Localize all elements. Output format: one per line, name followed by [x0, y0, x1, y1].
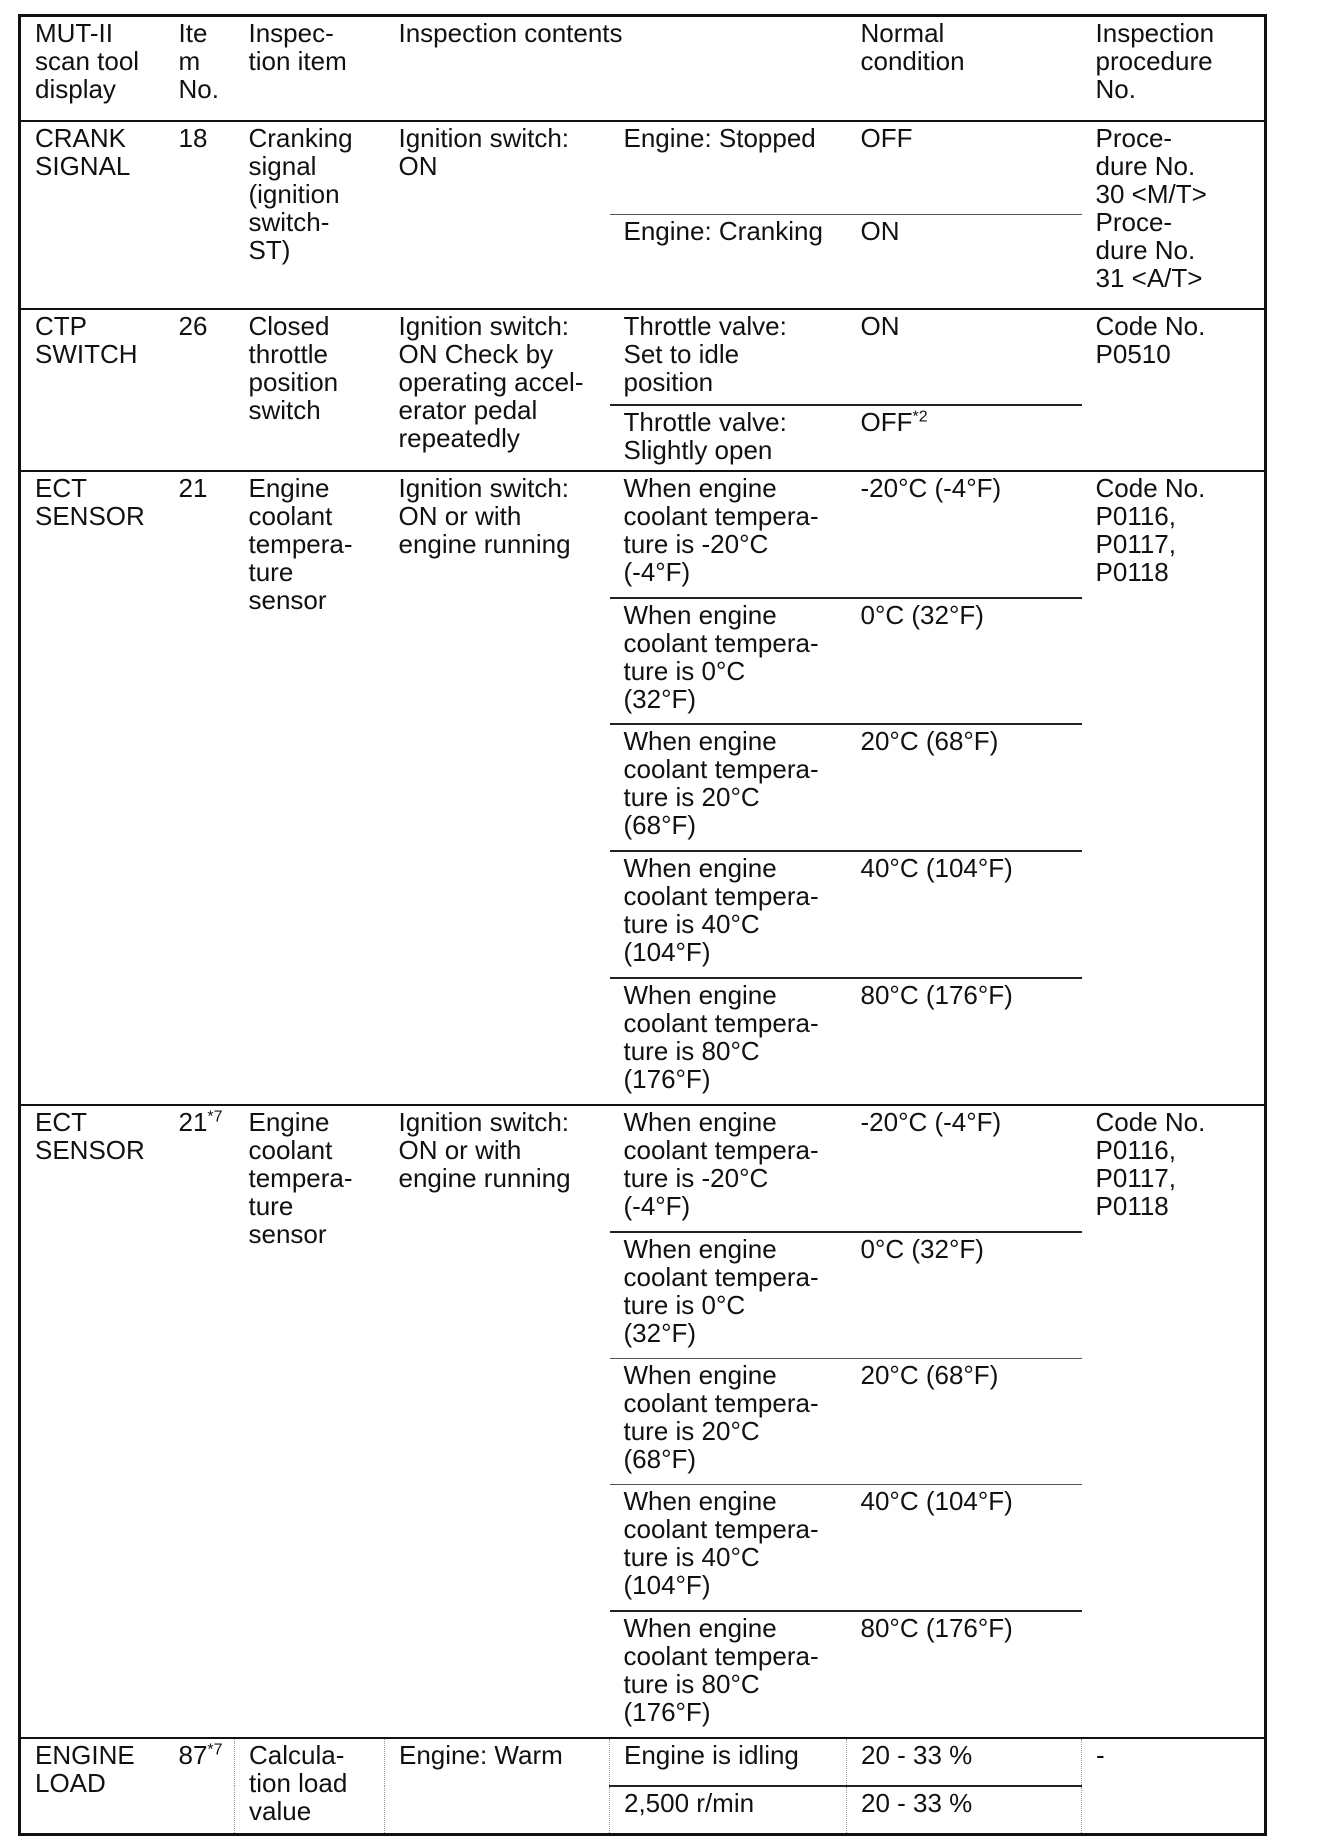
crank-procedure: Proce- dure No. 30 <M/T> Proce- dure No. 31 <A/T> [1082, 121, 1266, 309]
crank-item: Cranking signal (ignition switch- ST) [235, 121, 385, 309]
load-normal-2: 20 - 33 % [847, 1786, 1082, 1835]
ect1-check-2: When engine coolant tempera- ture is 0°C (32°F) [610, 598, 847, 725]
load-check-2: 2,500 r/min [610, 1786, 847, 1835]
ect2-condition: Ignition switch: ON or with engine running [385, 1105, 610, 1737]
ctp-check-1: Throttle valve: Set to idle position [610, 309, 847, 405]
ctp-check-2: Throttle valve: Slightly open [610, 405, 847, 471]
ctp-item: Closed throttle position switch [235, 309, 385, 471]
ect2-item-no: 21 [178, 1107, 208, 1138]
crank-item-no: 18 [165, 121, 235, 309]
ect2-normal-4: 40°C (104°F) [847, 1484, 1082, 1610]
ctp-display: CTP SWITCH [20, 309, 165, 471]
ect1-normal-3: 20°C (68°F) [847, 724, 1082, 851]
load-item-no-cell [165, 1738, 235, 1835]
crank-check-2: Engine: Cranking [610, 215, 847, 309]
header-display: MUT-II scan tool display [20, 16, 165, 121]
ect2-item-no-cell [165, 1105, 235, 1737]
ect2-normal-5: 80°C (176°F) [847, 1611, 1082, 1738]
ect2-normal-2: 0°C (32°F) [847, 1232, 1082, 1358]
ect1-condition: Ignition switch: ON or with engine running [385, 471, 610, 1106]
ect2-item: Engine coolant tempera- ture sensor [235, 1105, 385, 1737]
footnote-mark: *7 [207, 1108, 223, 1126]
ect2-check-2: When engine coolant tempera- ture is 0°C (32°F) [610, 1232, 847, 1358]
ect1-check-4: When engine coolant tempera- ture is 40°C (104°F) [610, 851, 847, 978]
ctp-condition: Ignition switch: ON Check by operating accel- erator pedal repeatedly [385, 309, 610, 471]
ect2-check-5: When engine coolant tempera- ture is 80°C (176°F) [610, 1611, 847, 1738]
ect1-normal-1: -20°C (-4°F) [847, 471, 1082, 598]
header-item-no: Item No. [165, 16, 235, 121]
load-item: Calcula- tion load value [235, 1738, 385, 1835]
table-row [20, 471, 1266, 598]
load-condition: Engine: Warm [385, 1738, 610, 1835]
ctp-normal-2: OFF [860, 407, 913, 437]
header-contents: Inspection contents [385, 16, 847, 121]
ect2-normal-3: 20°C (68°F) [847, 1358, 1082, 1484]
ctp-procedure: Code No. P0510 [1082, 309, 1266, 471]
footnote-mark: *2 [912, 408, 928, 426]
ect1-check-1: When engine coolant tempera- ture is -20°C (-4°F) [610, 471, 847, 598]
crank-normal-1: OFF [847, 121, 1082, 215]
header-procedure: Inspection procedure No. [1082, 16, 1266, 121]
load-display: ENGINE LOAD [35, 1739, 135, 1798]
ect1-display: ECT SENSOR [20, 471, 165, 1106]
ect1-procedure: Code No. P0116, P0117, P0118 [1082, 471, 1266, 1106]
ect2-check-4: When engine coolant tempera- ture is 40°C (104°F) [610, 1484, 847, 1610]
ctp-normal-2-cell [847, 405, 1082, 471]
ect1-item-no: 21 [165, 471, 235, 1106]
load-normal-1: 20 - 33 % [847, 1738, 1082, 1786]
header-item: Inspec- tion item [235, 16, 385, 121]
inspection-table [18, 14, 1267, 1836]
crank-display: CRANK SIGNAL [20, 121, 165, 309]
crank-condition: Ignition switch: ON [385, 121, 610, 309]
ect1-check-3: When engine coolant tempera- ture is 20°C (68°F) [610, 724, 847, 851]
table-row [20, 1105, 1266, 1232]
ctp-item-no: 26 [165, 309, 235, 471]
ect1-normal-5: 80°C (176°F) [847, 978, 1082, 1105]
ect2-check-1: When engine coolant tempera- ture is -20°C (-4°F) [610, 1105, 847, 1232]
load-procedure: - [1096, 1739, 1105, 1770]
ect2-normal-1: -20°C (-4°F) [847, 1105, 1082, 1232]
header-normal: Normal condition [847, 16, 1082, 121]
ect2-procedure: Code No. P0116, P0117, P0118 [1082, 1105, 1266, 1737]
ect2-display: ECT SENSOR [20, 1105, 165, 1737]
ect1-item: Engine coolant tempera- ture sensor [235, 471, 385, 1106]
crank-normal-2: ON [847, 215, 1082, 309]
table-row [20, 309, 1266, 405]
load-check-1: Engine is idling [610, 1738, 847, 1786]
ctp-normal-1: ON [847, 309, 1082, 405]
ect1-normal-2: 0°C (32°F) [847, 598, 1082, 725]
load-item-no: 87 [178, 1739, 208, 1770]
crank-check-1: Engine: Stopped [610, 121, 847, 215]
footnote-mark: *7 [207, 1740, 223, 1758]
ect1-check-5: When engine coolant tempera- ture is 80°C (176°F) [610, 978, 847, 1105]
table-row [20, 121, 1266, 215]
ect1-normal-4: 40°C (104°F) [847, 851, 1082, 978]
table-row [20, 1738, 1266, 1786]
ect2-check-3: When engine coolant tempera- ture is 20°C (68°F) [610, 1358, 847, 1484]
table-header-row [20, 16, 1266, 121]
